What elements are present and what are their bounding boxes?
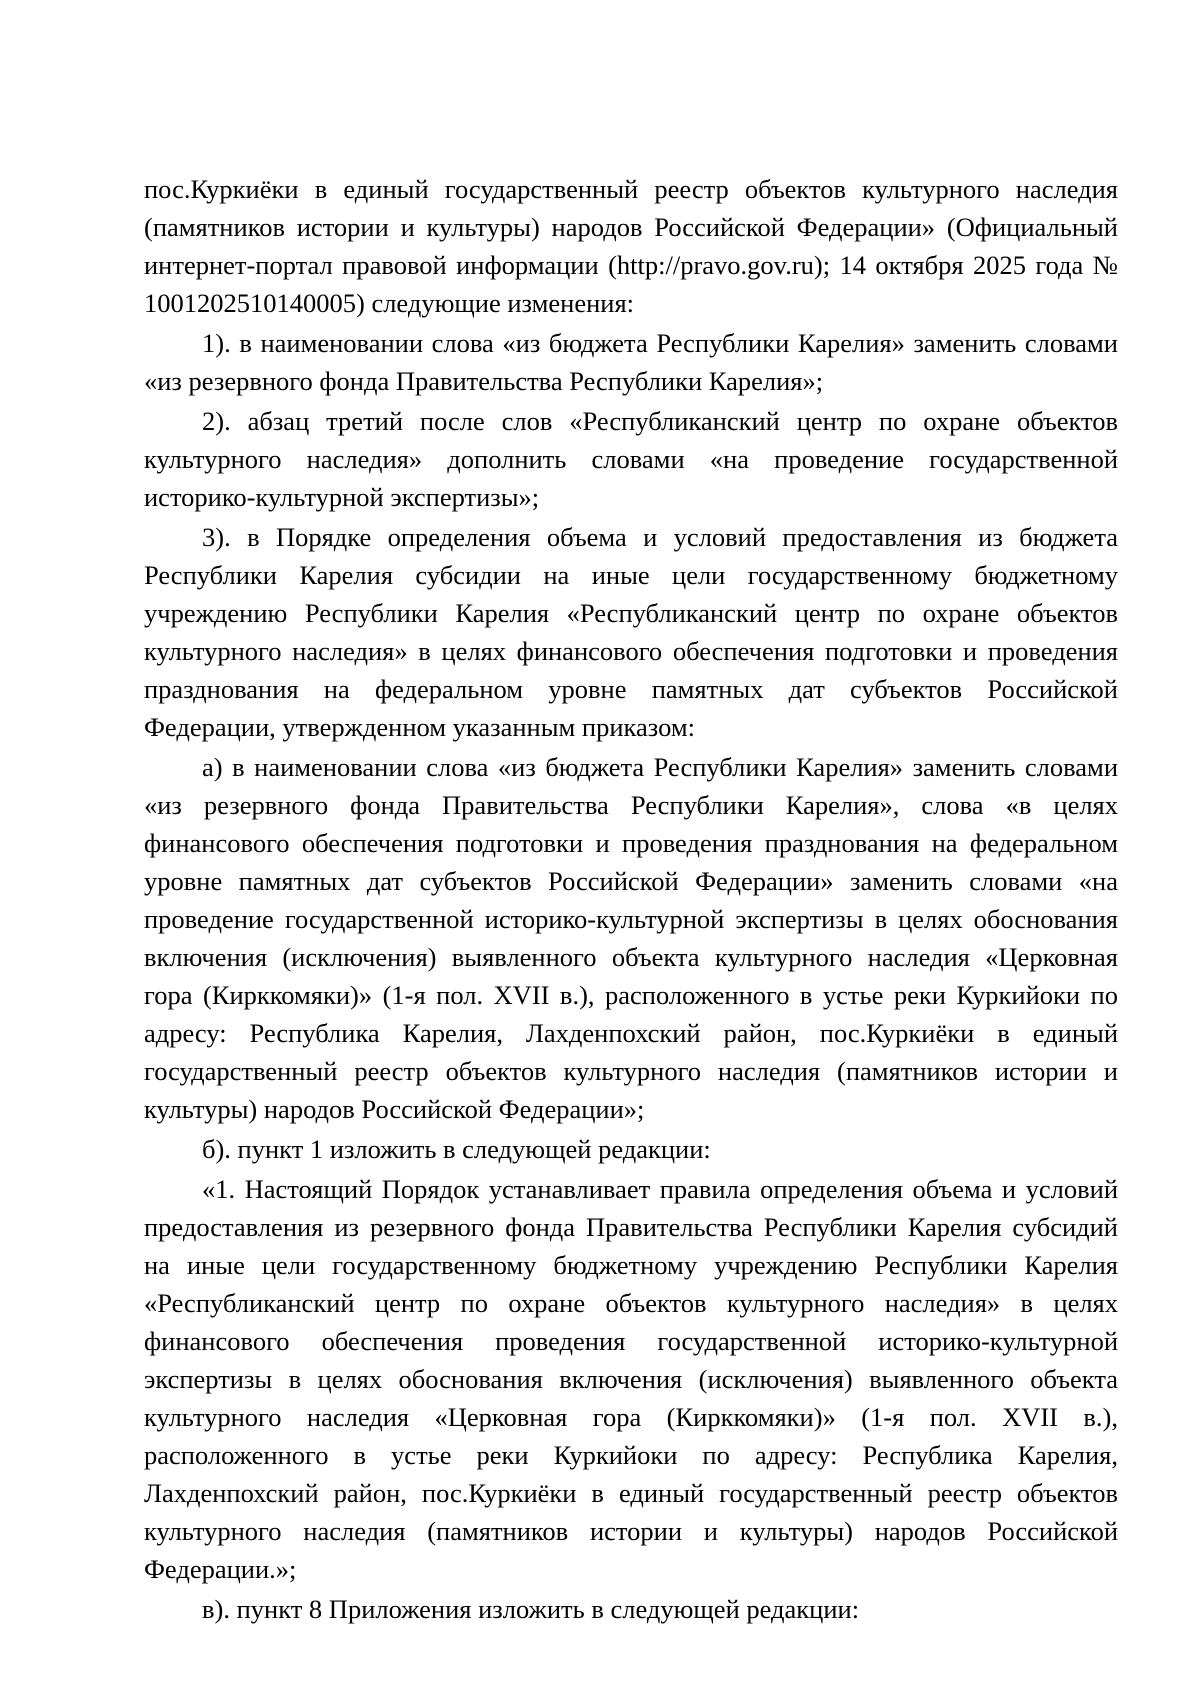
- paragraph-continuation: пос.Куркиёки в единый государственный реестр объектов культурного наследия (памятников истории и культуры) народов Российской Федерации» (Официальный интернет-портал правовой информации (http://pravo.gov.ru); 14 октября 2025 года № 1001202510140005) следующие изменения:: [144, 174, 1118, 318]
- paragraph-quoted-clause-1: «1. Настоящий Порядок устанавливает правила определения объема и условий предоставления из резервного фонда Правительства Республики Карелия субсидий на иные цели государственному бюджетному учреждению Республики Карелия «Республиканский центр по охране объектов культурного наследия» в целях финансового обеспечения проведения государственной историко-культурной экспертизы в целях обоснования включения (исключения) выявленного объекта культурного наследия «Церковная гора (Кирккомяки)» (1-я пол. XVII в.), расположенного в устье реки Куркийоки по адресу: Республика Карелия, Лахденпохский район, пос.Куркиёки в единый государственный реестр объектов культурного наследия (памятников истории и культуры) народов Российской Федерации.»;: [144, 1174, 1118, 1584]
- paragraph-item-3: 3). в Порядке определения объема и условий предоставления из бюджета Республики Карелия субсидии на иные цели государственному бюджетному учреждению Республики Карелия «Республиканский центр по охране объектов культурного наследия» в целях финансового обеспечения подготовки и проведения празднования на федеральном уровне памятных дат субъектов Российской Федерации, утвержденном указанным приказом:: [144, 522, 1118, 742]
- paragraph-item-b: б). пункт 1 изложить в следующей редакции:: [202, 1134, 711, 1164]
- paragraph-item-a: а) в наименовании слова «из бюджета Республики Карелия» заменить словами «из резервного фонда Правительства Республики Карелия», слова «в целях финансового обеспечения подготовки и проведения празднования на федеральном уровне памятных дат субъектов Российской Федерации» заменить словами «на проведение государственной историко-культурной экспертизы в целях обоснования включения (исключения) выявленного объекта культурного наследия «Церковная гора (Кирккомяки)» (1-я пол. XVII в.), расположенного в устье реки Куркийоки по адресу: Республика Карелия, Лахденпохский район, пос.Куркиёки в единый государственный реестр объектов культурного наследия (памятников истории и культуры) народов Российской Федерации»;: [144, 752, 1118, 1124]
- paragraph-item-v: в). пункт 8 Приложения изложить в следующей редакции:: [202, 1594, 860, 1624]
- paragraph-item-1: 1). в наименовании слова «из бюджета Республики Карелия» заменить словами «из резервного фонда Правительства Республики Карелия»;: [144, 328, 1118, 396]
- paragraph-item-2: 2). абзац третий после слов «Республиканский центр по охране объектов культурного наследия» дополнить словами «на проведение государственной историко-культурной экспертизы»;: [144, 406, 1118, 512]
- document-body: [144, 170, 1118, 1628]
